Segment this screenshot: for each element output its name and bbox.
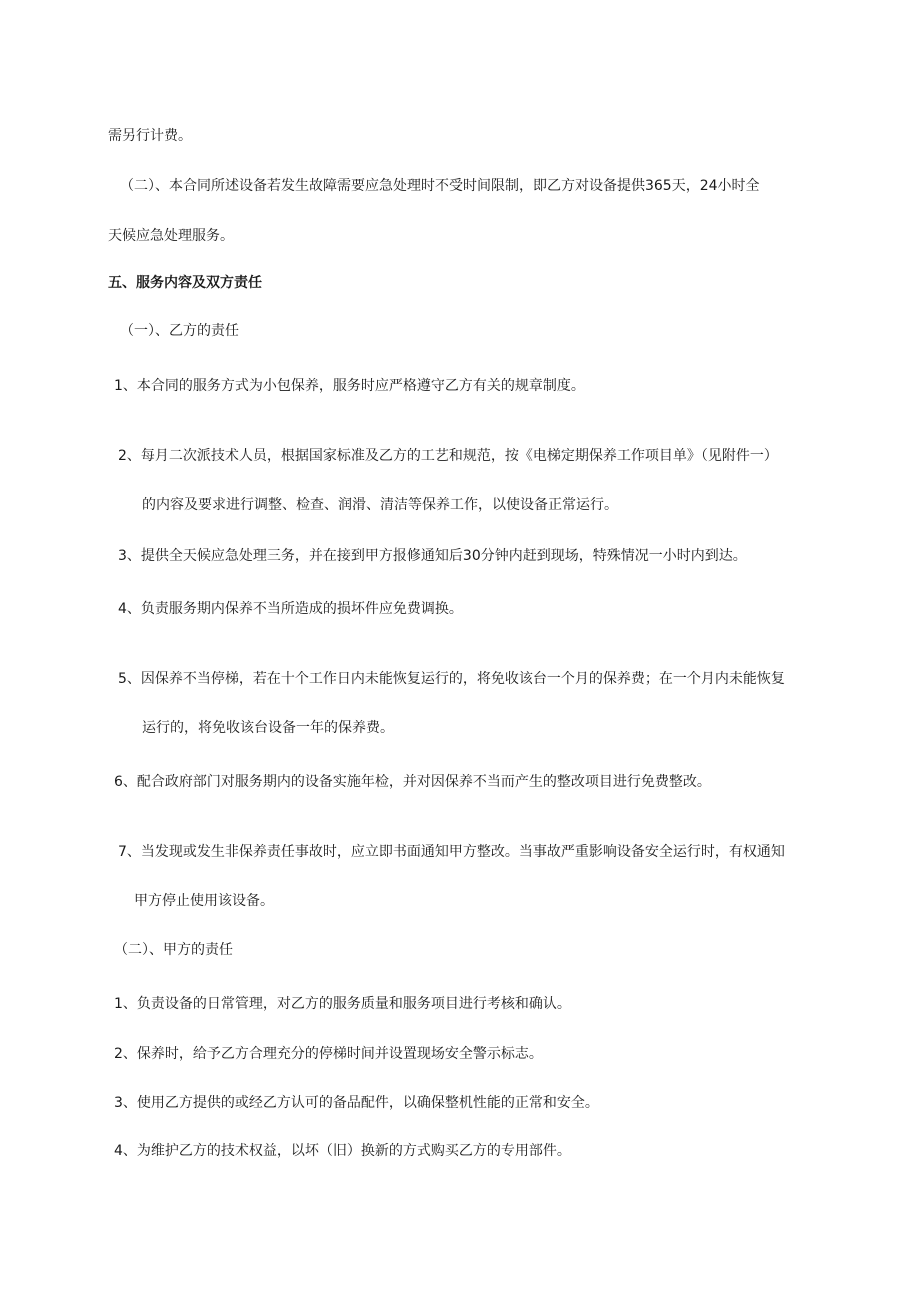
- subsection-heading-partyA: （二）、甲方的责任: [114, 942, 233, 958]
- subsection-heading-partyB: （一）、乙方的责任: [120, 323, 239, 339]
- list-item: 6、配合政府部门对服务期内的设备实施年检，并对因保养不当而产生的整改项目进行免费整改。: [114, 774, 711, 790]
- paragraph-emergency-line1: （二）、本合同所述设备若发生故障需要应急处理时不受时间限制，即乙方对设备提供365天，24小时全: [120, 178, 760, 194]
- list-item: 2、保养时，给予乙方合理充分的停梯时间并设置现场安全警示标志。: [114, 1046, 543, 1062]
- list-item: 1、负责设备的日常管理，对乙方的服务质量和服务项目进行考核和确认。: [114, 996, 571, 1012]
- list-item: 5、因保养不当停梯，若在十个工作日内未能恢复运行的，将免收该台一个月的保养费；在一个月内未能恢复: [118, 671, 785, 687]
- list-item: 4、负责服务期内保养不当所造成的损坏件应免费调换。: [118, 601, 463, 617]
- list-item-continuation: 运行的，将免收该台设备一年的保养费。: [142, 720, 394, 736]
- list-item: 2、每月二次派技术人员，根据国家标准及乙方的工艺和规范，按《电梯定期保养工作项目单》（见附件一）: [118, 448, 778, 464]
- list-item-continuation: 甲方停止使用该设备。: [134, 893, 274, 909]
- list-item: 7、当发现或发生非保养责任事故时，应立即书面通知甲方整改。当事故严重影响设备安全运行时，有权通知: [118, 844, 785, 860]
- list-item: 3、提供全天候应急处理三务，并在接到甲方报修通知后30分钟内赶到现场，特殊情况一小时内到达。: [118, 548, 747, 564]
- paragraph-fee-tail: 需另行计费。: [108, 128, 192, 144]
- list-item: 3、使用乙方提供的或经乙方认可的备品配件，以确保整机性能的正常和安全。: [114, 1095, 599, 1111]
- list-item-continuation: 的内容及要求进行调整、检查、润滑、清洁等保养工作，以使设备正常运行。: [142, 497, 618, 513]
- list-item: 4、为维护乙方的技术权益，以坏（旧）换新的方式购买乙方的专用部件。: [114, 1143, 571, 1159]
- section-title: 五、服务内容及双方责任: [108, 275, 262, 291]
- paragraph-emergency-line2: 天候应急处理服务。: [108, 228, 234, 244]
- list-item: 1、本合同的服务方式为小包保养，服务时应严格遵守乙方有关的规章制度。: [114, 378, 585, 394]
